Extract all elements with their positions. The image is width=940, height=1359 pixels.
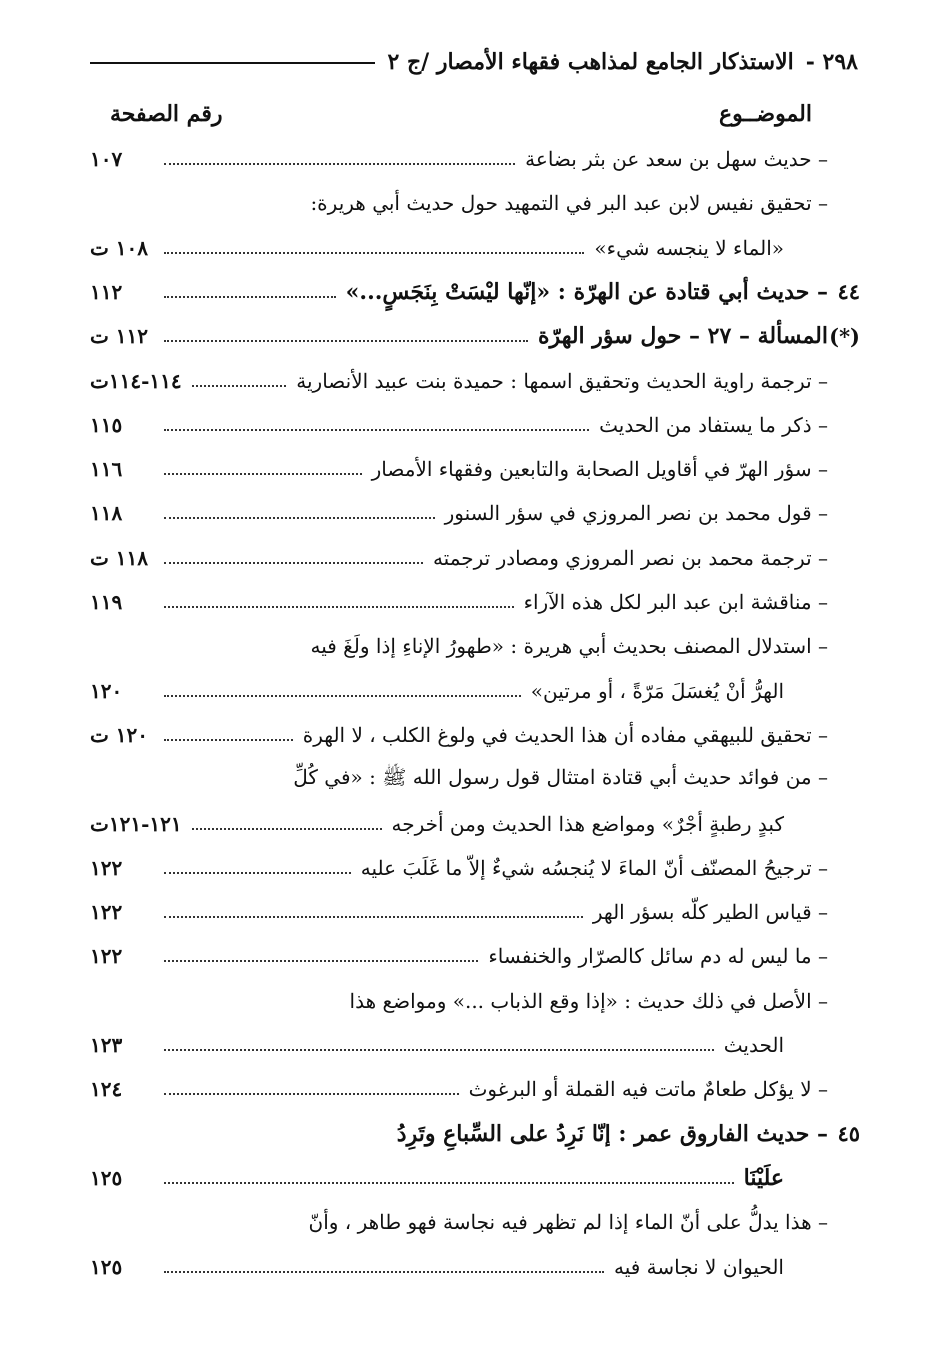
entry-number: (*)	[829, 323, 860, 349]
leader-dots	[164, 473, 362, 475]
running-header	[90, 44, 858, 80]
entry-page-ref: ١٠٨ ت	[90, 235, 149, 260]
index-entry	[90, 183, 860, 223]
index-entry	[90, 1025, 860, 1065]
index-entry	[90, 1114, 860, 1154]
entry-page-ref: ١٢٢	[90, 944, 123, 969]
entry-title: الهرُّ أنْ يُغسَلَ مَرّةً ، أو مرتين»	[530, 678, 784, 703]
entry-number: ٤٥	[837, 1121, 860, 1147]
entry-page-ref: ١٢٢	[90, 855, 123, 880]
index-entry	[90, 848, 860, 888]
index-entry	[90, 1069, 860, 1109]
column-headings	[110, 96, 812, 132]
entry-title: – الأصل في ذلك حديث : «إذا وقع الذباب ...» ومواضع هذا	[349, 988, 828, 1013]
entry-page-ref: ١٢٢	[90, 900, 123, 925]
index-entry	[90, 1158, 860, 1198]
leader-dots	[164, 606, 514, 608]
leader-dots	[164, 429, 589, 431]
entry-page-ref: ١١٤-١١٤ت	[90, 368, 182, 393]
entry-page-ref: ١٠٧	[90, 147, 123, 171]
index-entry	[90, 936, 860, 976]
entry-title: – سؤر الهرّ في أقاويل الصحابة والتابعين وفقهاء الأمصار	[371, 457, 828, 482]
entry-title: كبدٍ رطبةٍ أجْرٌ» ومواضع هذا الحديث ومن أخرجه	[391, 811, 784, 836]
entry-title: – حديث سهل بن سعد عن بثر بضاعة	[525, 147, 828, 171]
entry-page-ref: ١٢١-١٢١ت	[90, 811, 182, 836]
index-entry	[90, 316, 860, 356]
entry-page-ref: ١١٨ ت	[90, 545, 149, 570]
entry-title: – ما ليس له دم سائل كالصرّار والخنفساء	[488, 944, 828, 969]
entry-title: – من فوائد حديث أبي قتادة امتثال قول رسول الله ﷺ : «في كُلِّ	[293, 764, 828, 789]
entry-page-ref: ١٢٣	[90, 1033, 123, 1057]
index-entry	[90, 671, 860, 711]
entry-page-ref: ١٢٥	[90, 1254, 123, 1279]
entry-title: الحيوان لا نجاسة فيه	[613, 1254, 784, 1279]
index-entry	[90, 981, 860, 1021]
entry-title: – قياس الطير كلّه بسؤر الهر	[592, 900, 828, 925]
entry-title: – قول محمد بن نصر المروزي في سؤر السنور	[444, 501, 828, 526]
leader-dots	[164, 1271, 604, 1273]
index-entry	[90, 759, 860, 799]
index-entry	[90, 272, 860, 312]
index-entry	[90, 361, 860, 401]
page-column-heading: رقم الصفحة	[110, 101, 223, 127]
leader-dots	[164, 340, 528, 342]
leader-dots	[164, 1093, 459, 1095]
index-entry	[90, 538, 860, 578]
entry-page-ref: ١١٦	[90, 457, 123, 482]
leader-dots	[164, 517, 435, 519]
entry-title: – ذكر ما يستفاد من الحديث	[599, 412, 828, 437]
entry-title: – ترجمة راوية الحديث وتحقيق اسمها : حميدة بنت عبيد الأنصارية	[296, 368, 828, 393]
entry-page-ref: ١٢٥	[90, 1165, 123, 1190]
header-rule	[90, 62, 375, 64]
leader-dots	[164, 872, 351, 874]
index-entry	[90, 715, 860, 755]
index-entry	[90, 804, 860, 844]
leader-dots	[164, 296, 336, 298]
index-entry	[90, 1202, 860, 1242]
index-entry	[90, 493, 860, 533]
leader-dots	[164, 1182, 734, 1184]
entry-title: – ترجيحُ المصنّف أنّ الماءَ لا يُنجسُه شيءٌ إلاّ ما غَلَبَ عليه	[360, 855, 828, 880]
entry-title: – حديث أبي قتادة عن الهرّة : «إنّها ليْسَتْ بِنَجَسٍ...»	[345, 278, 828, 305]
leader-dots	[164, 916, 583, 918]
index-entry	[90, 626, 860, 666]
leader-dots	[164, 695, 521, 697]
entry-number: ٤٤	[837, 279, 860, 305]
entry-title: – لا يؤكل طعامٌ ماتت فيه القملة أو البرغوث	[468, 1077, 828, 1102]
leader-dots	[164, 252, 584, 254]
index-entry	[90, 228, 860, 268]
topic-column-heading: الموضــوع	[719, 101, 812, 127]
index-entry	[90, 892, 860, 932]
entry-title: الحديث	[723, 1033, 784, 1057]
leader-dots	[192, 385, 287, 387]
entry-page-ref: ١١٩	[90, 590, 123, 614]
index-entry	[90, 449, 860, 489]
index-entry	[90, 1247, 860, 1287]
entry-page-ref: ١٢٠ ت	[90, 722, 149, 747]
leader-dots	[164, 739, 293, 741]
entry-title: – مناقشة ابن عبد البر لكل هذه الآراء	[523, 590, 828, 614]
entry-page-ref: ١١٢ ت	[90, 324, 149, 349]
leader-dots	[192, 828, 382, 830]
entry-title: – ترجمة محمد بن نصر المروزي ومصادر ترجمته	[432, 545, 828, 570]
entry-page-ref: ١١٨	[90, 501, 123, 526]
entry-title: المسألة – ٢٧ – حول سؤر الهرّة	[538, 323, 828, 350]
index-entry	[90, 582, 860, 622]
index-entry	[90, 139, 860, 179]
index-entry	[90, 405, 860, 445]
leader-dots	[164, 163, 515, 165]
entry-title: علَيْنَا	[743, 1164, 784, 1191]
leader-dots	[164, 960, 478, 962]
entry-title: – تحقيق نفيس لابن عبد البر في التمهيد حول حديث أبي هريرة:	[310, 191, 828, 216]
entry-title: – تحقيق للبيهقي مفاده أن هذا الحديث في ولوغ الكلب ، لا الهرة	[302, 722, 828, 747]
book-title: الاستذكار الجامع لمذاهب فقهاء الأمصار /ج ٢	[387, 49, 794, 75]
entry-title: – هذا يدلُّ على أنّ الماء إذا لم تظهر فيه نجاسة فهو طاهر ، وأنّ	[308, 1210, 828, 1235]
entry-page-ref: ١٢٤	[90, 1077, 123, 1102]
leader-dots	[164, 1049, 714, 1051]
leader-dots	[164, 562, 423, 564]
entry-page-ref: ١١٢	[90, 279, 123, 304]
entry-title: – استدلال المصنف بحديث أبي هريرة : «طهورُ الإناءِ إذا ولَغَ فيه	[310, 634, 828, 659]
entry-page-ref: ١٢٠	[90, 678, 123, 703]
entry-title: «الماء لا ينجسه شيء»	[594, 235, 784, 260]
entry-page-ref: ١١٥	[90, 412, 123, 437]
entry-title: – حديث الفاروق عمر : إنّا نَرِدُ على السِّباعِ وتَرِدُ	[396, 1120, 828, 1147]
page-number: ٢٩٨ -	[805, 49, 858, 75]
